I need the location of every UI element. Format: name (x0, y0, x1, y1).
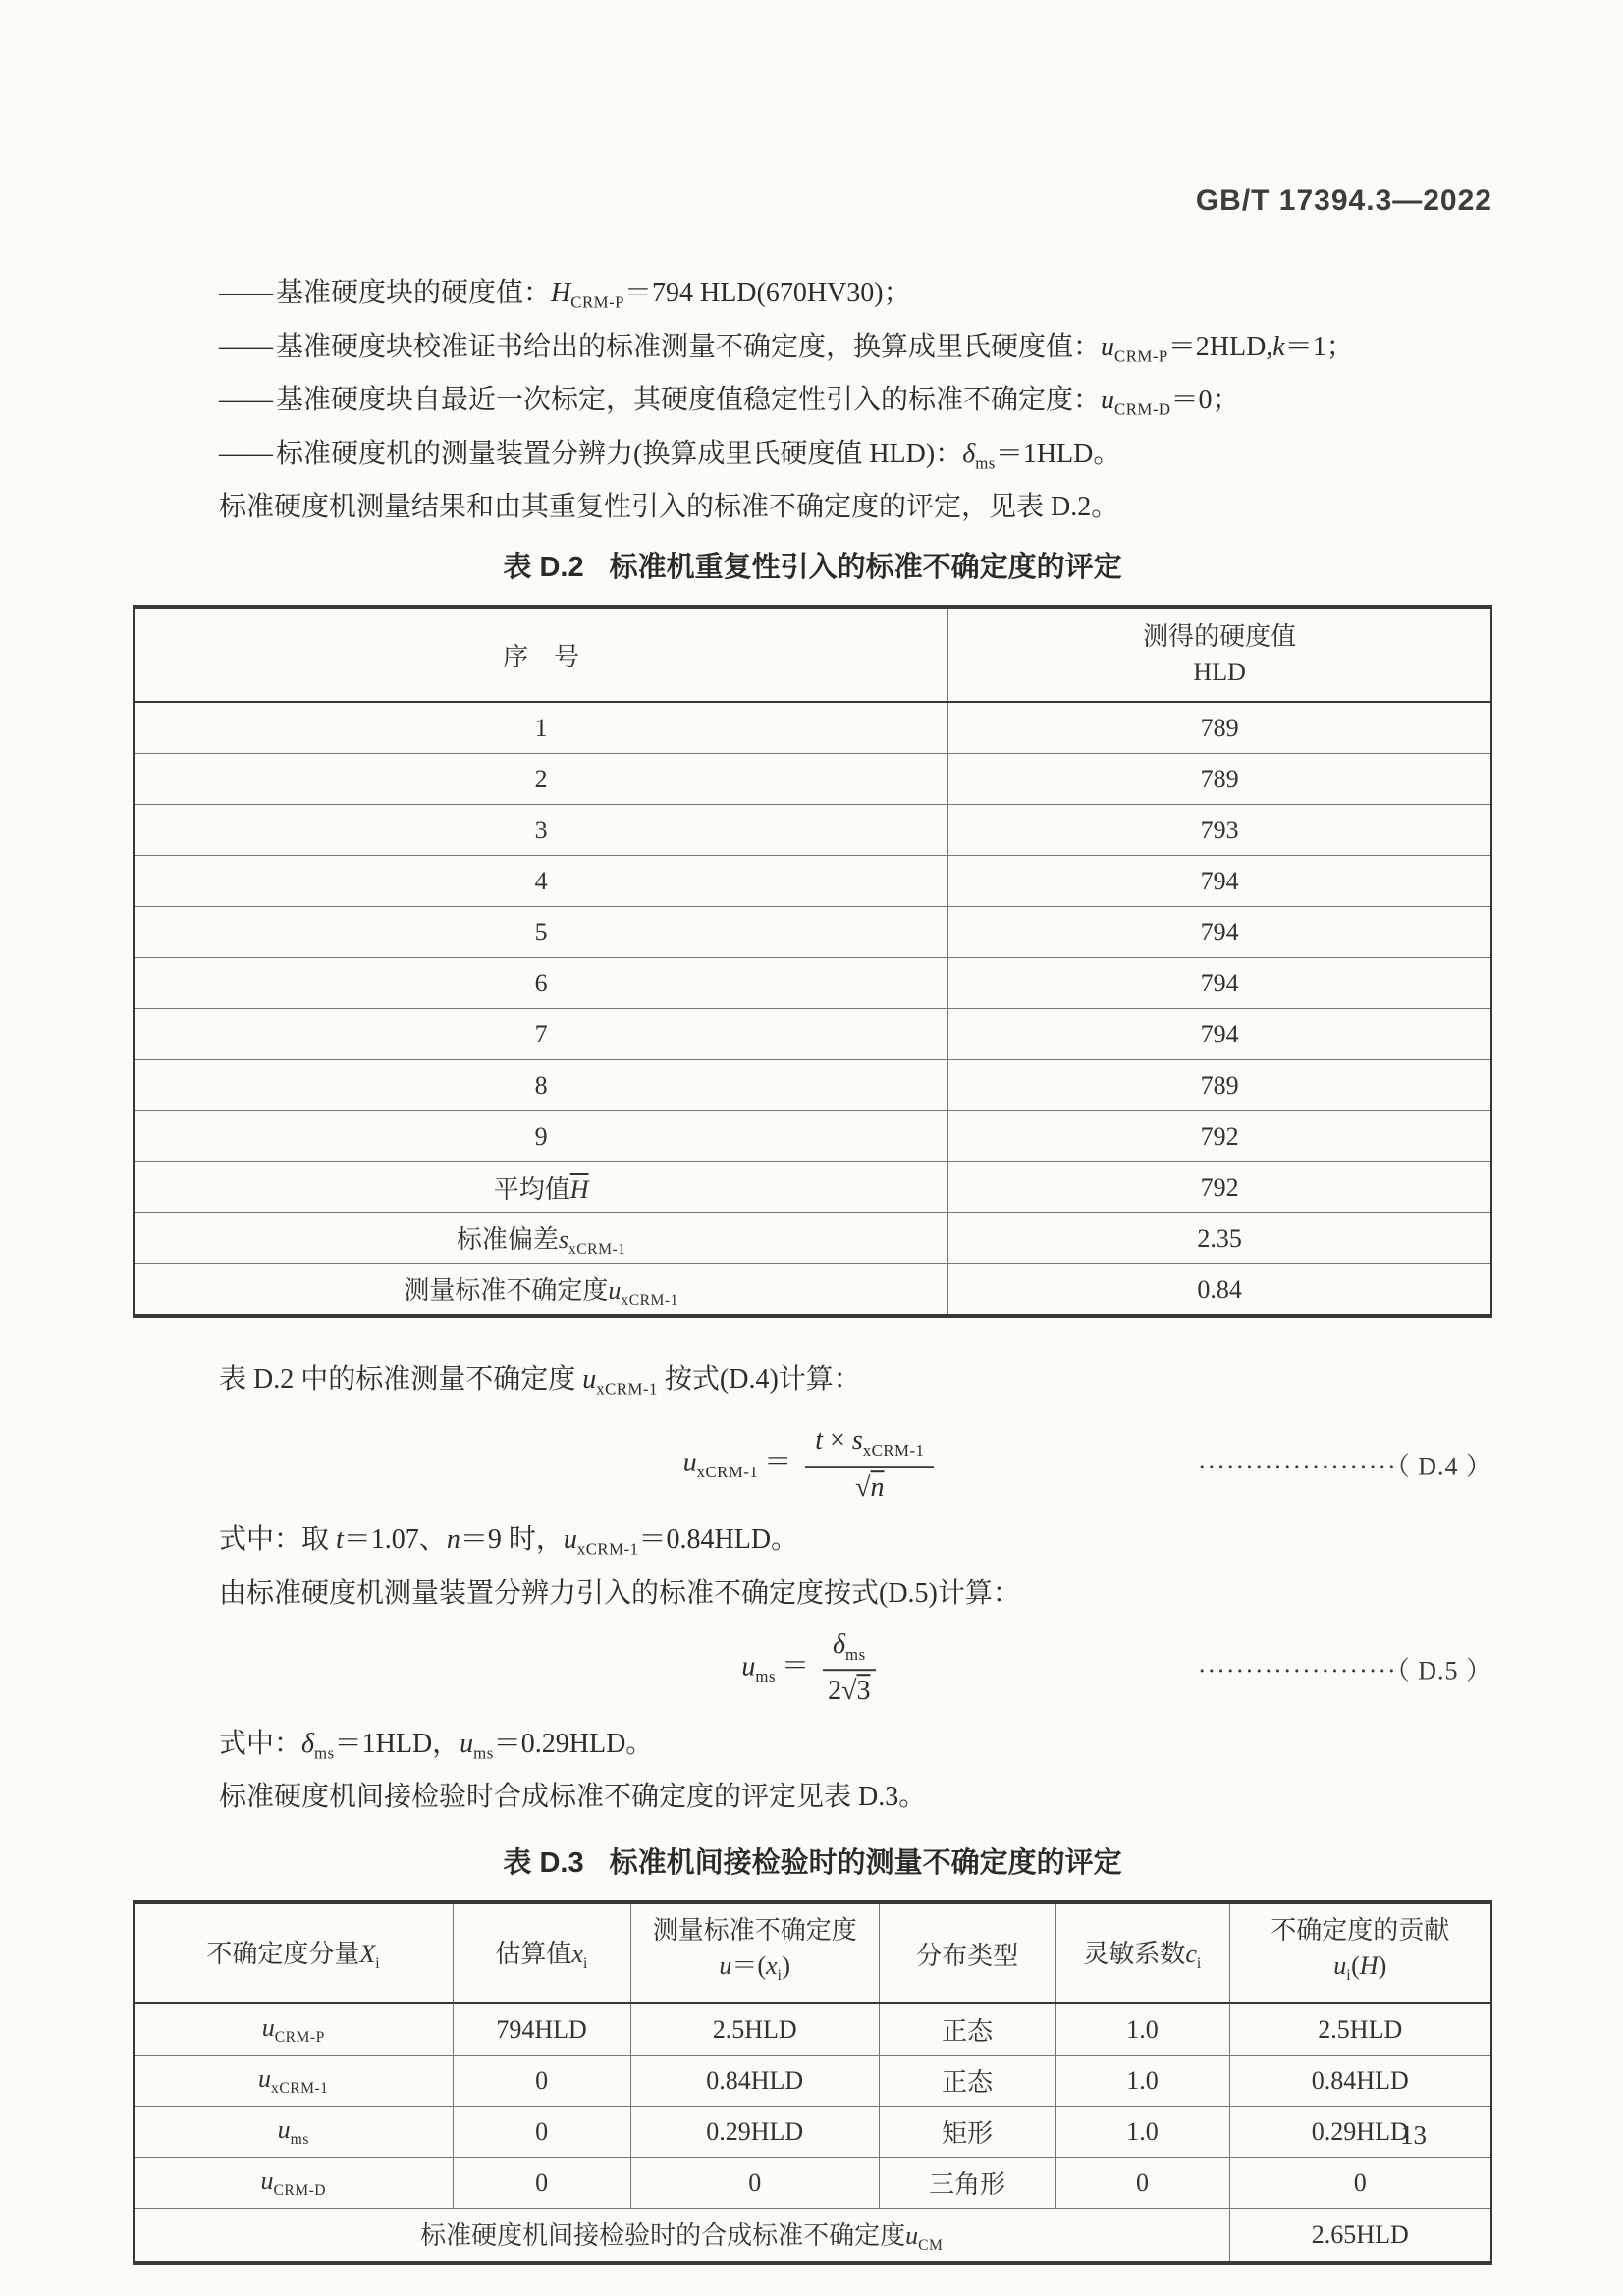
cell-seq: 9 (134, 1111, 948, 1162)
cell-sensitivity: 1.0 (1055, 2107, 1229, 2158)
table-row (134, 856, 1491, 907)
page-content (133, 185, 1492, 2265)
table-row-combined-uncertainty (134, 2209, 1491, 2264)
cell-estimate: 0 (453, 2056, 630, 2107)
table-row (134, 805, 1491, 856)
cell-seq: 8 (134, 1060, 948, 1111)
cell-value: 793 (948, 805, 1491, 856)
list-dash: —— (219, 278, 272, 308)
standard-code: GB/T 17394.3—2022 (1195, 185, 1492, 217)
table-row (134, 1009, 1491, 1060)
cell-uncertainty: 0 (630, 2158, 879, 2209)
fraction: $\frac{t \times s_{xCRM-1}}{√n}$ (805, 1425, 934, 1504)
cell-value: 792 (948, 1162, 1491, 1213)
table-d3-caption-label: 表 D.3 (503, 1847, 584, 1880)
paragraph-d4-note: 式中：取 t＝1.07、n＝9 时，$u_{xCRM-1}=0.84HLD$。 (219, 1523, 799, 1559)
table-row-uncertainty (134, 1264, 1491, 1317)
table-row (134, 1060, 1491, 1111)
cell-estimate: 0 (453, 2158, 630, 2209)
cell-seq: 6 (134, 958, 948, 1009)
table-row (134, 1111, 1491, 1162)
table-row (134, 2056, 1491, 2107)
table-row (134, 907, 1491, 958)
cell-component: $u_{xCRM-1}$ (134, 2056, 453, 2107)
cell-seq: 1 (134, 702, 948, 754)
table-d2-caption-label: 表 D.2 (503, 552, 584, 584)
formula-d5 (133, 1622, 1492, 1716)
formula-d4 (133, 1417, 1492, 1512)
cell-seq: 5 (134, 907, 948, 958)
paragraph-d4-intro: 表 D.2 中的标准测量不确定度 $u_{xCRM-1}$ 按式(D.4)计算： (219, 1364, 861, 1399)
cell-value: 2.35 (948, 1213, 1491, 1264)
paragraph-d5-intro: 由标准硬度机测量装置分辨力引入的标准不确定度按式(D.5)计算： (219, 1577, 1020, 1609)
table-d2-header-seq: 序 号 (134, 607, 948, 702)
table-d3-header-sensitivity: 灵敏系数$c_i$ (1055, 1902, 1229, 2003)
table-row (134, 754, 1491, 805)
cell-distribution: 正态 (879, 2056, 1055, 2107)
cell-seq: 4 (134, 856, 948, 907)
cell-value: 794 (948, 856, 1491, 907)
cell-uncertainty: 0.29HLD (630, 2107, 879, 2158)
list-dash: —— (219, 331, 272, 362)
paragraph-see-table-d3: 标准硬度机间接检验时合成标准不确定度的评定见表 D.3。 (219, 1782, 927, 1813)
table-row-stddev (134, 1213, 1491, 1264)
table-d3-header-uncertainty: 测量标准不确定度 $u=(x_i)$ (630, 1902, 879, 2003)
table-d2-header-row (134, 607, 1491, 702)
cell-label: 标准偏差$s_{xCRM-1}$ (134, 1213, 948, 1264)
cell-sensitivity: 1.0 (1055, 2056, 1229, 2107)
table-d3-caption (133, 1841, 1492, 1881)
cell-value: 794 (948, 907, 1491, 958)
cell-label: 平均值$\overline{H}$ (134, 1162, 948, 1213)
cell-value: 789 (948, 702, 1491, 754)
table-row (134, 2003, 1491, 2056)
cell-value: 794 (948, 958, 1491, 1009)
cell-contribution: 0 (1229, 2158, 1491, 2209)
table-d2-caption (133, 545, 1492, 585)
table-row (134, 2107, 1491, 2158)
list-item-hardness-value: —— 基准硬度块的硬度值：$H_{CRM-P}=794$ HLD(670HV30)； (219, 278, 911, 312)
cell-distribution: 正态 (879, 2003, 1055, 2056)
cell-value: 789 (948, 754, 1491, 805)
cell-component: $u_{CRM-P}$ (134, 2003, 453, 2056)
cell-combined-value: 2.65HLD (1229, 2209, 1491, 2264)
cell-sensitivity: 0 (1055, 2158, 1229, 2209)
cell-seq: 7 (134, 1009, 948, 1060)
list-item-certificate-uncertainty: —— 基准硬度块校准证书给出的标准测量不确定度，换算成里氏硬度值：$u_{CRM-P}=2HLD,k=1$； (219, 331, 1354, 366)
table-d3-caption-title: 标准机间接检验时的测量不确定度的评定 (609, 1847, 1122, 1880)
cell-distribution: 三角形 (879, 2158, 1055, 2209)
formula-d4-ref: ·····················（ D.4 ） (1197, 1452, 1492, 1481)
table-row-average (134, 1162, 1491, 1213)
cell-uncertainty: 2.5HLD (630, 2003, 879, 2056)
list-item-resolution: —— 标准硬度机的测量装置分辨力(换算成里氏硬度值 HLD)：$\delta_{ms}=1HLD$。 (219, 438, 1121, 473)
table-d2-header-value: 测得的硬度值 HLD (948, 607, 1491, 702)
page-number: 13 (1400, 2120, 1427, 2150)
cell-contribution: 0.29HLD (1229, 2107, 1491, 2158)
fraction: $\frac{\delta_{ms}}{2√3}$ (823, 1629, 876, 1708)
paragraph-see-table-d2: 标准硬度机测量结果和由其重复性引入的标准不确定度的评定，见表 D.2。 (219, 492, 1119, 523)
table-d2 (133, 605, 1492, 1318)
table-d3 (133, 1900, 1492, 2265)
cell-estimate: 794HLD (453, 2003, 630, 2056)
table-d3-header-estimate: 估算值$x_i$ (453, 1902, 630, 2003)
list-item-stability-uncertainty: —— 基准硬度块自最近一次标定，其硬度值稳定性引入的标准不确定度：$u_{CRM-D}=0$； (219, 385, 1240, 419)
cell-seq: 3 (134, 805, 948, 856)
table-d2-caption-title: 标准机重复性引入的标准不确定度的评定 (609, 552, 1122, 584)
cell-component: $u_{ms}$ (134, 2107, 453, 2158)
table-d3-header-distribution: 分布类型 (879, 1902, 1055, 2003)
cell-distribution: 矩形 (879, 2107, 1055, 2158)
table-row (134, 2158, 1491, 2209)
table-d3-header-contribution: 不确定度的贡献 $u_i(H)$ (1229, 1902, 1491, 2003)
list-dash: —— (219, 438, 272, 469)
cell-estimate: 0 (453, 2107, 630, 2158)
intro-list (133, 271, 1492, 529)
cell-value: 0.84 (948, 1264, 1491, 1317)
table-d3-header-row (134, 1902, 1491, 2003)
cell-contribution: 0.84HLD (1229, 2056, 1491, 2107)
paragraph-d5-note: 式中：$\delta_{ms}=1HLD$，$u_{ms}=0.29HLD$。 (219, 1728, 654, 1763)
formula-d4-body: $u_{xCRM-1}$ ＝ $\frac{t \times s_{xCRM-1}}{√n}$ (133, 1425, 1492, 1504)
cell-component: $u_{CRM-D}$ (134, 2158, 453, 2209)
cell-combined-label: 标准硬度机间接检验时的合成标准不确定度$u_{CM}$ (134, 2209, 1229, 2264)
list-dash: —— (219, 385, 272, 416)
cell-contribution: 2.5HLD (1229, 2003, 1491, 2056)
cell-value: 794 (948, 1009, 1491, 1060)
formula-d5-body: $u_{ms}$ ＝ $\frac{\delta_{ms}}{2√3}$ (133, 1629, 1492, 1708)
cell-uncertainty: 0.84HLD (630, 2056, 879, 2107)
cell-value: 792 (948, 1111, 1491, 1162)
table-d3-header-component: 不确定度分量$X_i$ (134, 1902, 453, 2003)
cell-label: 测量标准不确定度$u_{xCRM-1}$ (134, 1264, 948, 1317)
cell-value: 789 (948, 1060, 1491, 1111)
cell-seq: 2 (134, 754, 948, 805)
formula-d5-ref: ·····················（ D.5 ） (1197, 1656, 1492, 1685)
table-row (134, 958, 1491, 1009)
cell-sensitivity: 1.0 (1055, 2003, 1229, 2056)
table-row (134, 702, 1491, 754)
